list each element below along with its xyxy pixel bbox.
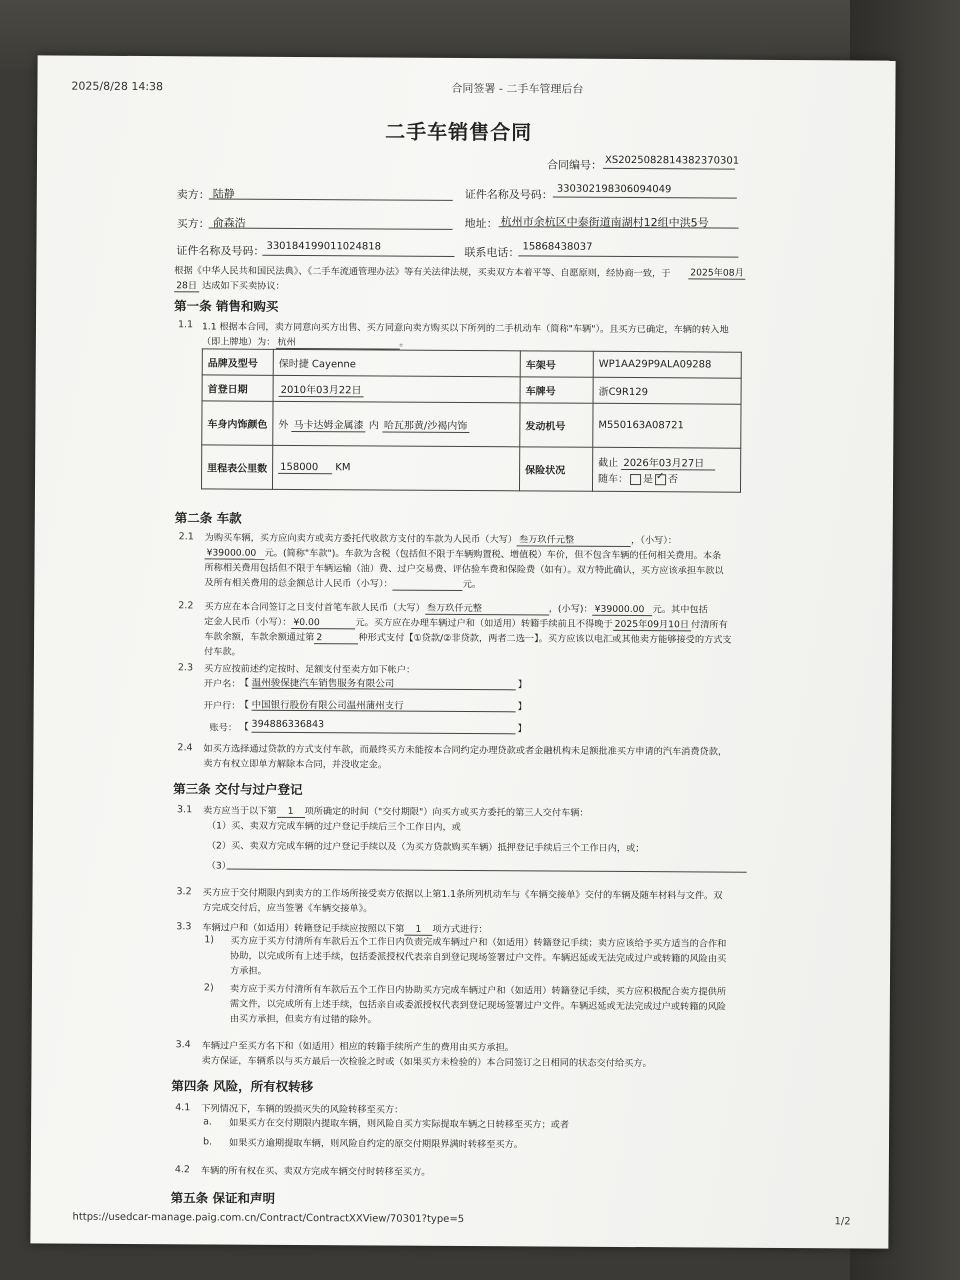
clause-3-2-number: 3.2: [176, 886, 192, 898]
clause-3-1-option-2: （2）买、卖双方完成车辆的过户登记手续以及（为买方贷款购买车辆）抵押登记手续后三个工作日内，或；: [206, 840, 645, 855]
sub-2-number: 2): [203, 982, 214, 994]
clause-2-2-d: 定金人民币（小写）：: [204, 616, 292, 628]
deposit-amount: ¥0.00: [291, 617, 355, 629]
print-datetime: 2025/8/28 14:38: [71, 79, 164, 94]
table-row: [202, 349, 741, 378]
sub-b: b.: [202, 1136, 213, 1148]
yes-label: 是: [643, 474, 654, 486]
first-payment-lower: ¥39000.00: [593, 604, 653, 616]
clause-2-1-f: 元。: [462, 578, 482, 591]
buyer-id-label: 证件名称及号码：: [176, 244, 265, 258]
clause-2-2-h: 种形式支付【①贷款/②非贷款，两者二选一】。买方应该以电汇或其他卖方能够接受的方式支: [358, 632, 732, 646]
mileage-value: 158000: [278, 461, 332, 473]
table-row: [202, 375, 741, 404]
address-label: 地址：: [464, 217, 498, 231]
account-label: 账号：: [209, 722, 238, 734]
clause-2-1-number: 2.1: [178, 531, 194, 543]
int-prefix: 内: [368, 419, 379, 431]
plate-value: 浙C9R129: [593, 377, 741, 404]
clause-4-1-text: 下列情况下，车辆的毁损灭失的风险转移至买方：: [201, 1103, 404, 1116]
clause-1-1-text: 1.1 根据本合同，卖方同意向买方出售、买方同意向卖方购买以下所列的二手机动车（简称"车辆"）。且买方已确定，车辆的转入地: [201, 321, 729, 336]
clause-3-4-b: 卖方保证，车辆系以与买方最后一次检验之时或（如果买方未检验的）本合同签订之日相同的状态交付给买方。: [201, 1055, 652, 1070]
bank-account-number: 394886336843: [252, 719, 516, 735]
table-row: [202, 401, 741, 448]
clause-3-4-number: 3.4: [175, 1039, 191, 1051]
clause-4-1-a: 如果买方在交付期限内提取车辆，则风险自买方实际提取车辆之日转移至买方；或者: [229, 1117, 570, 1131]
color-label: 车身内饰颜色: [202, 401, 273, 445]
bank-name-label: 开户名：: [203, 678, 241, 690]
vin-label: 车架号: [520, 351, 593, 377]
price-lower: ¥39000.00: [205, 547, 265, 559]
first-payment-upper: 叁万玖仟元整: [425, 600, 549, 616]
ext-prefix: 外: [278, 419, 289, 431]
no-checkbox: [655, 474, 666, 485]
clause-3-1-option-3: （3）: [206, 860, 231, 872]
contract-paper: 2025/8/28 14:38 合同签署 - 二手车管理后台 二手车销售合同 合同编号： XS20250828143823703​01 卖方： 陆静 证件名称及号码： 330302198306094049 买方： 俞森浩 地址： 杭州市余杭区中泰街道南湖村12组中洪5号 证件名称及号码： 330184199011024818 联系电话： 15868438037 根据《中华人民共和国民法典》、《二手车流通管理办法》等有关法律法规，买卖双方本着平等、自愿原则，经协商一致，于 2025年08月 28日 达成如下买卖协议： 第一条 销售和购买 1.1 1.1 根据本合同，卖方同意向买方出售、买方同意向卖方购买以下所列的二手机动车（简称"车辆"）。且买方已确定，车辆的转入地 （即上牌地）为： 杭州 。 品牌及型号 保时捷 Cayenne 车架号 WP1AA29P9ALA09288 首登日期 2010年03月22日 车牌号 浙C9R129 车身内饰颜色 外 马卡达姆金属漆 内 哈瓦那黄/沙褐内饰 发动机号 M550163A08721 里程表公里数 158000 KM 保险状况 截止 2026年03月27日 随车： 是✓ 否 第二条 车款 2.1 为购买车辆，买方应向卖方或卖方委托代收款方支付的车款为人民币（大写） 叁万玖仟元整 ，（小写）： ¥39000.00 元。(简称"车款")。车款为含税（包括但不限于车辆购置税、增值税）车价，但不包含车辆的任何相关费用。本条 所称相关费用包括但不限于车辆运输（油）费、过户交易费、评估验车费和保险费（如有）。双方特此确认，买方应该承担车款以 及所有相关费用的总金额总计人民币（小写）： 元。 2.2 买方应在本合同签订之日支付首笔车款人民币（大写） 叁万玖仟元整 ，(小写)： ¥39000.00 元。其中包括 定金人民币（小写）： ¥0.00 元。买方应在办理车辆过户和（如适用）转籍手续前且不得晚于 2025年09月10日 付清所有 车款余额，车款余额通过第 2 种形式支付【①贷款/②非贷款，两者二选一】。买方应该以电汇或其他卖方能够接受的方式支 付车款。 2.3 买方应按前述约定按时、足额支付至卖方如下帐户： 开户名： 【 温州骏保捷汽车销售服务有限公司 】 开户行： 【 中国银行股份有限公司温州蒲州支行 】 账号： 【 394886336843 】 2.4 如买方选择通过贷款的方式支付车款，而最终买方未能按本合同约定办理贷款或者金融机构未足额批准买方申请的汽车消费贷款， 卖方有权立即单方解除本合同，并没收定金。 第三条 交付与过户登记 3.1 卖方应当于以下第 1 项所确定的时间（"交付期限"）向买方或买方委托的第三人交付车辆： （1）买、卖双方完成车辆的过户登记手续后三个工作日内，或 （2）买、卖双方完成车辆的过户登记手续以及（为买方贷款购买车辆）抵押登记手续后三个工作日内，或； （3） 3.2 买方应于交付期限内到卖方的工作场所接受卖方依据以上第1.1条所列机动车与《车辆交接单》交付的车辆及随车材料与文件。双 方完成交付后，应当签署《车辆交接单》。 3.3 车辆过户和（如适用）转籍登记手续应按照以下第 1 项方式进行： 1) 买方应于买方付清所有车款后五个工作日内负责完成车辆过户和（如适用）转籍登记手续；卖方应该给予买方适当的合作和 协助，以完成所有上述手续，包括委派授权代表亲自到登记现场签署过户文件。车辆迟延或无法完成过户或转籍的风险由买 方承担。 2) 卖方应于买方付清所有车款后五个工作日内协助买方完成车辆过户和（如适用）转籍登记手续，买方应积极配合卖方提供所 需文件，以完成所有上述手续，包括亲自或委派授权代表到登记现场签署过户文件。车辆迟延或无法完成过户或转籍的风险 由买方承担，但卖方有过错的除外。 3.4 车辆过户至买方名下和（如适用）相应的转籍手续所产生的费用由买方承担。 卖方保证，车辆系以与买方最后一次检验之时或（如果买方未检验的）本合同签订之日相同的状态交付给买方。 第四条 风险，所有权转移 4.1 下列情况下，车辆的毁损灭失的风险转移至买方： a. 如果买方在交付期限内提取车辆，则风险自买方实际提取车辆之日转移至买方；或者 b. 如果买方逾期提取车辆，则风险自约定的原交付期限界满时转移至买方。 4.2 车辆的所有权在买、卖双方完成车辆交付时转移至买方。 第五条 保证和声明 https://usedcar-manage.paig.com.cn/Contract/ContractXXView/70301?type=5 1/2: [30, 55, 895, 1248]
ins-until-prefix: 截止: [598, 457, 619, 469]
clause-2-2-a: 买方应在本合同签订之日支付首笔车款人民币（大写）: [204, 601, 425, 614]
clause-3-2-a: 买方应于交付期限内到卖方的工作场所接受卖方依据以上第1.1条所列机动车与《车辆交接单》交付的车辆及随车材料与文件。双: [202, 887, 723, 902]
intro-date-day: 28日: [174, 277, 199, 292]
yes-checkbox: [630, 474, 641, 485]
buyer-phone: 15868438037: [522, 241, 593, 253]
footer-url: https://usedcar-manage.paig.com.cn/Contract/ContractXXView/70301?type=5: [72, 1211, 465, 1226]
with-car-label: 随车：: [598, 473, 629, 486]
intro-date: 2025年08月: [688, 264, 746, 279]
clause-2-1-b: ，（小写）：: [631, 535, 678, 547]
ins-until-date: 2026年03月27日: [621, 454, 715, 471]
clause-3-3-a: 车辆过户和（如适用）转籍登记手续应按照以下第: [202, 922, 405, 935]
clause-3-3-2c: 由买方承担，但卖方有过错的除外。: [229, 1013, 377, 1026]
clause-2-4-a: 如买方选择通过贷款的方式支付车款，而最终买方未能按本合同约定办理贷款或者金融机构未足额批准买方申请的汽车消费贷款，: [203, 743, 728, 758]
clause-3-1-a: 卖方应当于以下第: [202, 805, 277, 817]
clause-2-2-g: 车款余额，车款余额通过第: [204, 631, 315, 644]
clause-3-3-number: 3.3: [176, 921, 192, 933]
brand-label: 品牌及型号: [202, 349, 273, 375]
clause-2-3-text: 买方应按前述约定按时、足额支付至卖方如下帐户：: [203, 663, 416, 676]
vin-value: WP1AA29P9ALA09288: [593, 351, 741, 378]
clause-3-3-1c: 方承担。: [230, 965, 267, 977]
payment-way: 2: [314, 632, 358, 644]
clause-2-1-d: 所称相关费用包括但不限于车辆运输（油）费、过户交易费、评估验车费和保险费（如有）。双方特此确认，买方应该承担车款以: [204, 562, 724, 577]
print-page-title: 合同签署 - 二手车管理后台: [451, 81, 584, 96]
clause-2-1-c: 元。(简称"车款")。车款为含税（包括但不限于车辆购置税、增值税）车价，但不包含车辆的任何相关费用。本条: [264, 547, 722, 562]
plate-label: 车牌号: [520, 377, 593, 403]
article-3-title: 第三条 交付与过户登记: [173, 781, 303, 798]
sub-1-number: 1): [204, 934, 215, 946]
clause-2-1-e: 及所有相关费用的总金额总计人民币（小写）：: [204, 577, 393, 590]
article-5-title: 第五条 保证和声明: [170, 1190, 276, 1206]
clause-1-1-text-b: （即上牌地）为：: [201, 336, 276, 348]
clause-2-3-number: 2.3: [177, 662, 194, 674]
article-2-title: 第二条 车款: [174, 510, 242, 526]
seller-id-label: 证件名称及号码：: [464, 188, 553, 202]
delivery-way: 1: [276, 806, 304, 818]
ext-color: 马卡达姆金属漆: [292, 415, 366, 431]
balance-due-date: 2025年09月10日: [613, 616, 691, 631]
clause-4-2-text: 车辆的所有权在买、卖双方完成车辆交付时转移至买方。: [200, 1165, 431, 1178]
reg-date-label: 首登日期: [202, 375, 273, 401]
clause-3-1-option-1: （1）买、卖双方完成车辆的过户登记手续后三个工作日内，或: [206, 820, 461, 833]
reg-date-value: 2010年03月22日: [279, 380, 364, 397]
clause-2-2-i: 付车款。: [203, 646, 241, 658]
table-row: [201, 445, 740, 492]
clause-4-1-number: 4.1: [175, 1102, 191, 1114]
bank-label: 开户行：: [203, 700, 241, 712]
seller-id: 330302198306094049: [556, 183, 672, 196]
buyer-label: 买方：: [176, 217, 210, 231]
transfer-city: 杭州: [275, 334, 399, 350]
clause-1-1-number: 1.1: [177, 319, 194, 331]
clause-3-3-b: 项方式进行：: [432, 923, 488, 936]
option-3-line: [227, 855, 747, 873]
clause-2-2-f: 付清所有: [690, 619, 728, 631]
clause-2-2-b: ，(小写)：: [548, 603, 593, 615]
clause-2-2-e: 元。买方应在办理车辆过户和（如适用）转籍手续前且不得晚于: [355, 617, 613, 630]
clause-2-2-number: 2.2: [178, 600, 194, 612]
brand-value: 保时捷 Cayenne: [273, 349, 520, 377]
seller-line: [209, 184, 453, 200]
clause-3-3-1a: 买方应于买方付清所有车款后五个工作日内负责完成车辆过户和（如适用）转籍登记手续；卖方应该给予买方适当的合作和: [230, 935, 727, 950]
clause-3-3-1b: 协助，以完成所有上述手续，包括委派授权代表亲自到登记现场签署过户文件。车辆迟延或无法完成过户或转籍的风险由买: [230, 950, 727, 965]
clause-3-3-2a: 卖方应于买方付清所有车款后五个工作日内协助买方完成车辆过户和（如适用）转籍登记手续，买方应积极配合卖方提供所: [229, 983, 727, 998]
int-color: 哈瓦那黄/沙褐内饰: [382, 416, 469, 433]
document-title: 二手车销售合同: [385, 119, 533, 145]
buyer-name: 俞森浩: [212, 216, 246, 230]
clause-3-4-a: 车辆过户至买方名下和（如适用）相应的转籍手续所产生的费用由买方承担。: [201, 1040, 514, 1054]
engine-value: M550163A08721: [593, 403, 741, 448]
clause-4-2-number: 4.2: [174, 1164, 190, 1176]
contract-no: XS20250828143823703​01: [604, 154, 740, 167]
price-upper: 叁万玖仟元整: [517, 531, 631, 547]
insurance-label: 保险状况: [519, 447, 592, 491]
seller-label: 卖方：: [176, 188, 210, 202]
clause-3-1-b: 项所确定的时间（"交付期限"）向买方或买方委托的第三人交付车辆：: [304, 806, 589, 819]
clause-3-2-b: 方完成交付后，应当签署《车辆交接单》。: [202, 902, 373, 915]
intro-text: 根据《中华人民共和国民法典》、《二手车流通管理办法》等有关法律法规，买卖双方本着平等、自愿原则，经协商一致，于: [174, 265, 671, 280]
article-4-title: 第四条 风险，所有权转移: [171, 1078, 314, 1095]
footer-page-number: 1/2: [834, 1216, 851, 1228]
bank-branch: 中国银行股份有限公司温州蒲州支行: [252, 697, 516, 713]
intro-text-2: 达成如下买卖协议：: [202, 280, 285, 292]
bank-account-name: 温州骏保捷汽车销售服务有限公司: [252, 675, 516, 691]
clause-2-4-number: 2.4: [177, 742, 193, 754]
engine-label: 发动机号: [520, 403, 593, 447]
clause-1-1-end: 。: [399, 337, 409, 349]
article-1-title: 第一条 销售和购买: [174, 298, 279, 314]
clause-3-1-number: 3.1: [176, 804, 193, 816]
clause-2-4-b: 卖方有权立即单方解除本合同，并没收定金。: [203, 758, 388, 771]
contract-no-label: 合同编号：: [546, 158, 603, 172]
seller-name: 陆静: [212, 187, 235, 201]
sub-a: a.: [203, 1116, 213, 1128]
clause-4-1-b: 如果买方逾期提取车辆，则风险自约定的原交付期限界满时转移至买方。: [228, 1137, 524, 1151]
clause-3-3-2b: 需文件，以完成所有上述手续，包括亲自或委派授权代表到登记现场签署过户文件。车辆迟延或无法完成过户或转籍的风险: [229, 998, 726, 1013]
clause-2-2-c: 元。其中包括: [652, 604, 708, 616]
vehicle-table: [201, 348, 742, 492]
transfer-way: 1: [404, 924, 432, 936]
phone-label: 联系电话：: [464, 246, 520, 260]
mileage-label: 里程表公里数: [201, 445, 272, 489]
no-label: 否: [668, 474, 679, 486]
mileage-unit: KM: [335, 461, 351, 473]
buyer-id: 330184199011024818: [266, 240, 382, 253]
clause-2-1-a: 为购买车辆，买方应向卖方或卖方委托代收款方支付的车款为人民币（大写）: [204, 532, 518, 546]
buyer-address: 杭州市余杭区中泰街道南湖村12组中洪5号: [500, 215, 709, 230]
